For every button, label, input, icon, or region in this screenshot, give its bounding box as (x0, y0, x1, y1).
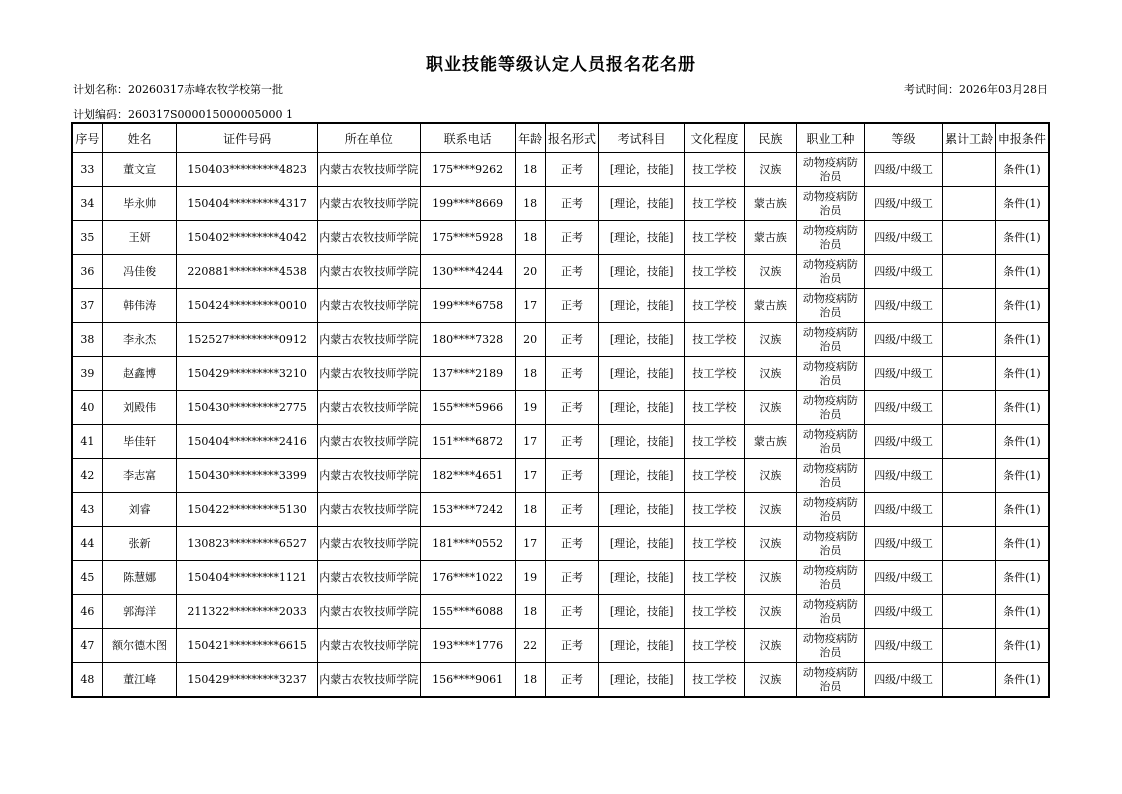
cell-form: 正考 (545, 425, 598, 459)
cell-seniority (943, 663, 995, 698)
cell-subject: [理论，技能] (599, 289, 685, 323)
cell-education: 技工学校 (685, 595, 745, 629)
cell-ethnic: 汉族 (744, 663, 796, 698)
cell-ethnic: 蒙古族 (744, 289, 796, 323)
cell-seniority (943, 425, 995, 459)
cell-job: 动物疫病防治员 (797, 425, 865, 459)
cell-unit: 内蒙古农牧技师学院 (317, 629, 420, 663)
cell-form: 正考 (545, 629, 598, 663)
cell-form: 正考 (545, 595, 598, 629)
cell-unit: 内蒙古农牧技师学院 (317, 391, 420, 425)
cell-phone: 199****6758 (420, 289, 515, 323)
cell-seniority (943, 493, 995, 527)
cell-condition: 条件(1) (995, 289, 1049, 323)
cell-seniority (943, 221, 995, 255)
cell-unit: 内蒙古农牧技师学院 (317, 255, 420, 289)
cell-age: 17 (515, 425, 545, 459)
cell-age: 20 (515, 323, 545, 357)
cell-form: 正考 (545, 187, 598, 221)
cell-id: 152527*********0912 (177, 323, 317, 357)
cell-form: 正考 (545, 391, 598, 425)
cell-id: 150430*********3399 (177, 459, 317, 493)
cell-age: 18 (515, 153, 545, 187)
cell-no: 34 (72, 187, 102, 221)
cell-form: 正考 (545, 323, 598, 357)
cell-ethnic: 蒙古族 (744, 187, 796, 221)
cell-level: 四级/中级工 (864, 629, 943, 663)
cell-unit: 内蒙古农牧技师学院 (317, 289, 420, 323)
header-row (72, 123, 1049, 153)
cell-name: 李永杰 (102, 323, 177, 357)
cell-age: 18 (515, 357, 545, 391)
cell-condition: 条件(1) (995, 561, 1049, 595)
table-row (72, 527, 1049, 561)
plan-name: 计划名称：20260317赤峰农牧学校第一批 (73, 83, 283, 96)
cell-id: 150429*********3210 (177, 357, 317, 391)
cell-phone: 182****4651 (420, 459, 515, 493)
cell-form: 正考 (545, 221, 598, 255)
cell-form: 正考 (545, 255, 598, 289)
cell-subject: [理论，技能] (599, 323, 685, 357)
cell-id: 150429*********3237 (177, 663, 317, 698)
col-header-ethnic: 民族 (744, 123, 796, 153)
cell-education: 技工学校 (685, 357, 745, 391)
cell-phone: 175****9262 (420, 153, 515, 187)
cell-no: 47 (72, 629, 102, 663)
cell-subject: [理论，技能] (599, 629, 685, 663)
cell-phone: 175****5928 (420, 221, 515, 255)
cell-age: 18 (515, 595, 545, 629)
cell-level: 四级/中级工 (864, 153, 943, 187)
cell-job: 动物疫病防治员 (797, 629, 865, 663)
exam-time: 考试时间：2026年03月28日 (904, 83, 1048, 96)
cell-no: 48 (72, 663, 102, 698)
cell-education: 技工学校 (685, 323, 745, 357)
cell-no: 46 (72, 595, 102, 629)
cell-phone: 180****7328 (420, 323, 515, 357)
cell-subject: [理论，技能] (599, 663, 685, 698)
cell-subject: [理论，技能] (599, 153, 685, 187)
cell-no: 45 (72, 561, 102, 595)
cell-condition: 条件(1) (995, 663, 1049, 698)
col-header-job: 职业工种 (797, 123, 865, 153)
cell-phone: 156****9061 (420, 663, 515, 698)
cell-unit: 内蒙古农牧技师学院 (317, 561, 420, 595)
cell-name: 额尔德木图 (102, 629, 177, 663)
cell-phone: 176****1022 (420, 561, 515, 595)
cell-id: 150422*********5130 (177, 493, 317, 527)
cell-level: 四级/中级工 (864, 323, 943, 357)
table-row (72, 493, 1049, 527)
cell-unit: 内蒙古农牧技师学院 (317, 663, 420, 698)
cell-no: 39 (72, 357, 102, 391)
roster-body (72, 153, 1049, 698)
col-header-unit: 所在单位 (317, 123, 420, 153)
cell-name: 赵鑫博 (102, 357, 177, 391)
cell-ethnic: 汉族 (744, 391, 796, 425)
cell-ethnic: 汉族 (744, 153, 796, 187)
cell-subject: [理论，技能] (599, 527, 685, 561)
cell-ethnic: 汉族 (744, 629, 796, 663)
cell-education: 技工学校 (685, 153, 745, 187)
cell-form: 正考 (545, 561, 598, 595)
cell-seniority (943, 289, 995, 323)
table-row (72, 153, 1049, 187)
cell-subject: [理论，技能] (599, 357, 685, 391)
cell-age: 19 (515, 561, 545, 595)
col-header-no: 序号 (72, 123, 102, 153)
cell-education: 技工学校 (685, 221, 745, 255)
cell-job: 动物疫病防治员 (797, 289, 865, 323)
cell-id: 150404*********2416 (177, 425, 317, 459)
cell-job: 动物疫病防治员 (797, 357, 865, 391)
cell-age: 18 (515, 493, 545, 527)
cell-phone: 199****8669 (420, 187, 515, 221)
cell-unit: 内蒙古农牧技师学院 (317, 493, 420, 527)
cell-ethnic: 蒙古族 (744, 221, 796, 255)
cell-name: 毕佳轩 (102, 425, 177, 459)
cell-name: 刘殿伟 (102, 391, 177, 425)
cell-subject: [理论，技能] (599, 595, 685, 629)
cell-seniority (943, 527, 995, 561)
cell-id: 220881*********4538 (177, 255, 317, 289)
cell-education: 技工学校 (685, 459, 745, 493)
cell-age: 19 (515, 391, 545, 425)
cell-age: 18 (515, 221, 545, 255)
cell-seniority (943, 357, 995, 391)
cell-job: 动物疫病防治员 (797, 391, 865, 425)
cell-unit: 内蒙古农牧技师学院 (317, 527, 420, 561)
cell-age: 22 (515, 629, 545, 663)
cell-level: 四级/中级工 (864, 289, 943, 323)
cell-ethnic: 汉族 (744, 527, 796, 561)
roster-table (71, 122, 1050, 698)
cell-ethnic: 汉族 (744, 595, 796, 629)
cell-name: 韩伟涛 (102, 289, 177, 323)
cell-job: 动物疫病防治员 (797, 221, 865, 255)
cell-level: 四级/中级工 (864, 595, 943, 629)
cell-no: 35 (72, 221, 102, 255)
cell-seniority (943, 187, 995, 221)
cell-education: 技工学校 (685, 663, 745, 698)
cell-subject: [理论，技能] (599, 425, 685, 459)
table-row (72, 459, 1049, 493)
cell-no: 40 (72, 391, 102, 425)
cell-no: 38 (72, 323, 102, 357)
cell-level: 四级/中级工 (864, 527, 943, 561)
cell-subject: [理论，技能] (599, 459, 685, 493)
cell-level: 四级/中级工 (864, 357, 943, 391)
cell-form: 正考 (545, 289, 598, 323)
cell-unit: 内蒙古农牧技师学院 (317, 595, 420, 629)
table-row (72, 425, 1049, 459)
cell-seniority (943, 391, 995, 425)
table-row (72, 187, 1049, 221)
cell-condition: 条件(1) (995, 221, 1049, 255)
cell-education: 技工学校 (685, 493, 745, 527)
cell-level: 四级/中级工 (864, 459, 943, 493)
cell-job: 动物疫病防治员 (797, 561, 865, 595)
col-header-age: 年龄 (515, 123, 545, 153)
cell-education: 技工学校 (685, 255, 745, 289)
table-row (72, 629, 1049, 663)
table-row (72, 289, 1049, 323)
cell-age: 17 (515, 527, 545, 561)
cell-ethnic: 汉族 (744, 255, 796, 289)
cell-form: 正考 (545, 459, 598, 493)
cell-subject: [理论，技能] (599, 221, 685, 255)
cell-seniority (943, 561, 995, 595)
cell-seniority (943, 323, 995, 357)
cell-ethnic: 汉族 (744, 459, 796, 493)
cell-no: 33 (72, 153, 102, 187)
table-row (72, 323, 1049, 357)
cell-education: 技工学校 (685, 629, 745, 663)
cell-unit: 内蒙古农牧技师学院 (317, 459, 420, 493)
cell-seniority (943, 629, 995, 663)
cell-seniority (943, 153, 995, 187)
cell-id: 150424*********0010 (177, 289, 317, 323)
cell-level: 四级/中级工 (864, 493, 943, 527)
table-row (72, 357, 1049, 391)
cell-job: 动物疫病防治员 (797, 493, 865, 527)
cell-condition: 条件(1) (995, 187, 1049, 221)
cell-unit: 内蒙古农牧技师学院 (317, 187, 420, 221)
cell-education: 技工学校 (685, 289, 745, 323)
cell-id: 211322*********2033 (177, 595, 317, 629)
cell-id: 150403*********4823 (177, 153, 317, 187)
cell-name: 董文宣 (102, 153, 177, 187)
cell-name: 毕永帅 (102, 187, 177, 221)
table-row (72, 595, 1049, 629)
cell-level: 四级/中级工 (864, 663, 943, 698)
cell-education: 技工学校 (685, 425, 745, 459)
cell-id: 150421*********6615 (177, 629, 317, 663)
cell-phone: 181****0552 (420, 527, 515, 561)
cell-form: 正考 (545, 663, 598, 698)
cell-form: 正考 (545, 357, 598, 391)
cell-job: 动物疫病防治员 (797, 527, 865, 561)
cell-id: 150404*********1121 (177, 561, 317, 595)
cell-subject: [理论，技能] (599, 391, 685, 425)
cell-condition: 条件(1) (995, 459, 1049, 493)
cell-ethnic: 汉族 (744, 561, 796, 595)
cell-level: 四级/中级工 (864, 425, 943, 459)
cell-age: 17 (515, 289, 545, 323)
cell-condition: 条件(1) (995, 629, 1049, 663)
cell-subject: [理论，技能] (599, 255, 685, 289)
cell-unit: 内蒙古农牧技师学院 (317, 153, 420, 187)
cell-phone: 155****6088 (420, 595, 515, 629)
cell-id: 130823*********6527 (177, 527, 317, 561)
cell-condition: 条件(1) (995, 357, 1049, 391)
cell-seniority (943, 459, 995, 493)
cell-condition: 条件(1) (995, 493, 1049, 527)
col-header-condition: 申报条件 (995, 123, 1049, 153)
cell-condition: 条件(1) (995, 425, 1049, 459)
cell-seniority (943, 255, 995, 289)
table-row (72, 561, 1049, 595)
cell-seniority (943, 595, 995, 629)
cell-education: 技工学校 (685, 391, 745, 425)
cell-level: 四级/中级工 (864, 561, 943, 595)
cell-phone: 130****4244 (420, 255, 515, 289)
cell-job: 动物疫病防治员 (797, 595, 865, 629)
cell-job: 动物疫病防治员 (797, 153, 865, 187)
cell-condition: 条件(1) (995, 595, 1049, 629)
cell-no: 41 (72, 425, 102, 459)
cell-age: 18 (515, 663, 545, 698)
cell-age: 20 (515, 255, 545, 289)
cell-no: 43 (72, 493, 102, 527)
cell-unit: 内蒙古农牧技师学院 (317, 425, 420, 459)
cell-condition: 条件(1) (995, 323, 1049, 357)
col-header-id: 证件号码 (177, 123, 317, 153)
col-header-name: 姓名 (102, 123, 177, 153)
cell-name: 冯佳俊 (102, 255, 177, 289)
table-row (72, 391, 1049, 425)
cell-form: 正考 (545, 493, 598, 527)
cell-id: 150402*********4042 (177, 221, 317, 255)
cell-id: 150430*********2775 (177, 391, 317, 425)
cell-level: 四级/中级工 (864, 221, 943, 255)
cell-name: 李志富 (102, 459, 177, 493)
cell-name: 陈慧娜 (102, 561, 177, 595)
table-row (72, 255, 1049, 289)
cell-level: 四级/中级工 (864, 391, 943, 425)
cell-condition: 条件(1) (995, 255, 1049, 289)
table-row (72, 221, 1049, 255)
cell-name: 王妍 (102, 221, 177, 255)
cell-condition: 条件(1) (995, 527, 1049, 561)
cell-ethnic: 汉族 (744, 357, 796, 391)
col-header-phone: 联系电话 (420, 123, 515, 153)
col-header-form: 报名形式 (545, 123, 598, 153)
cell-phone: 155****5966 (420, 391, 515, 425)
cell-unit: 内蒙古农牧技师学院 (317, 221, 420, 255)
cell-job: 动物疫病防治员 (797, 459, 865, 493)
cell-education: 技工学校 (685, 527, 745, 561)
cell-level: 四级/中级工 (864, 187, 943, 221)
cell-job: 动物疫病防治员 (797, 323, 865, 357)
cell-unit: 内蒙古农牧技师学院 (317, 323, 420, 357)
table-row (72, 663, 1049, 698)
cell-subject: [理论，技能] (599, 561, 685, 595)
cell-age: 18 (515, 187, 545, 221)
cell-form: 正考 (545, 153, 598, 187)
cell-age: 17 (515, 459, 545, 493)
cell-ethnic: 汉族 (744, 323, 796, 357)
col-header-education: 文化程度 (685, 123, 745, 153)
cell-no: 42 (72, 459, 102, 493)
cell-id: 150404*********4317 (177, 187, 317, 221)
cell-job: 动物疫病防治员 (797, 663, 865, 698)
cell-name: 刘睿 (102, 493, 177, 527)
cell-name: 董江峰 (102, 663, 177, 698)
cell-ethnic: 蒙古族 (744, 425, 796, 459)
cell-no: 37 (72, 289, 102, 323)
page-title: 职业技能等级认定人员报名花名册 (426, 55, 696, 75)
cell-form: 正考 (545, 527, 598, 561)
cell-phone: 137****2189 (420, 357, 515, 391)
col-header-seniority: 累计工龄 (943, 123, 995, 153)
cell-job: 动物疫病防治员 (797, 255, 865, 289)
cell-condition: 条件(1) (995, 153, 1049, 187)
col-header-level: 等级 (864, 123, 943, 153)
cell-ethnic: 汉族 (744, 493, 796, 527)
cell-no: 44 (72, 527, 102, 561)
cell-job: 动物疫病防治员 (797, 187, 865, 221)
cell-name: 郭海洋 (102, 595, 177, 629)
cell-level: 四级/中级工 (864, 255, 943, 289)
cell-phone: 153****7242 (420, 493, 515, 527)
cell-subject: [理论，技能] (599, 187, 685, 221)
cell-phone: 193****1776 (420, 629, 515, 663)
cell-phone: 151****6872 (420, 425, 515, 459)
plan-code: 计划编码：260317S000015000005000 1 (73, 108, 293, 121)
cell-condition: 条件(1) (995, 391, 1049, 425)
cell-unit: 内蒙古农牧技师学院 (317, 357, 420, 391)
cell-name: 张新 (102, 527, 177, 561)
cell-education: 技工学校 (685, 561, 745, 595)
cell-education: 技工学校 (685, 187, 745, 221)
cell-subject: [理论，技能] (599, 493, 685, 527)
cell-no: 36 (72, 255, 102, 289)
col-header-subject: 考试科目 (599, 123, 685, 153)
